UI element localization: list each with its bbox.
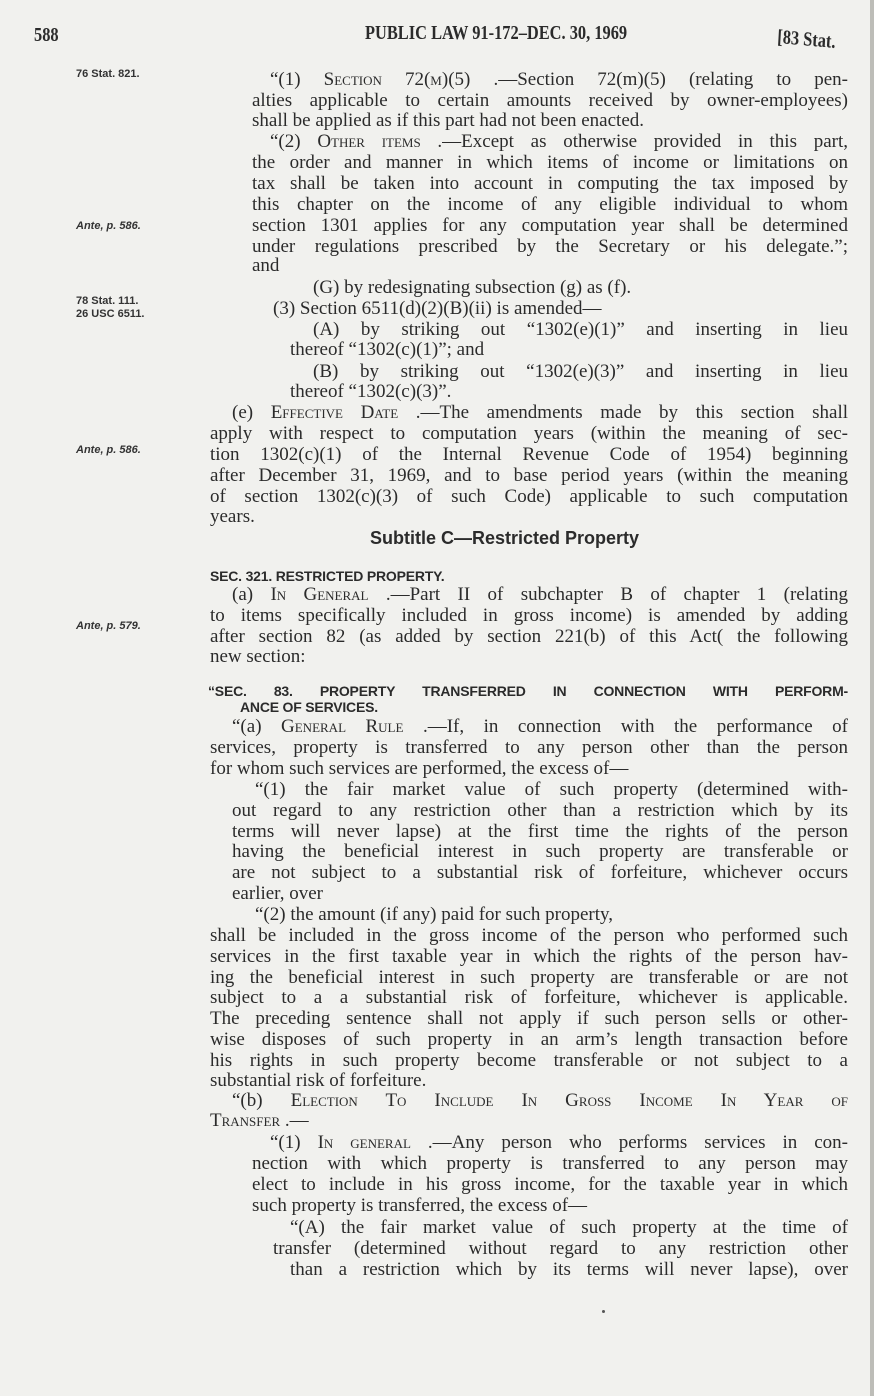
text-line <box>252 1154 848 1174</box>
line-text: the order and manner in which items of income or limitations on <box>252 152 848 173</box>
small-caps-heading: In General <box>270 584 369 605</box>
line-text: (A) by striking out “1302(e)(1)” and inserting in lieu <box>313 319 848 340</box>
page-title: PUBLIC LAW 91-172–DEC. 30, 1969 <box>365 22 628 44</box>
text-line <box>252 111 644 131</box>
margin-note: Ante, p. 586. <box>76 444 141 456</box>
text-line <box>210 627 848 647</box>
text-line <box>210 759 628 779</box>
line-text: tax shall be taken into account in computing the tax imposed by <box>252 173 848 194</box>
text-line <box>252 1175 848 1195</box>
line-text: “(A) the fair market value of such property at the time of <box>290 1217 848 1238</box>
text-line <box>210 738 848 758</box>
line-text: such property is transferred, the excess of— <box>252 1195 588 1216</box>
line-text: “(2) <box>270 131 318 152</box>
text-line <box>210 445 848 465</box>
text-line <box>210 947 848 967</box>
line-text: “(a) <box>232 716 282 737</box>
line-text: his rights in such property become transferable or not subject to a <box>210 1050 848 1071</box>
text-line <box>210 1030 848 1050</box>
line-text: shall be included in the gross income of the person who performed such <box>210 925 848 946</box>
text-line <box>210 926 848 946</box>
small-caps-heading: General Rule <box>281 716 404 737</box>
line-text: having the beneficial interest in such property are transferable or <box>232 841 848 862</box>
text-line <box>252 195 848 215</box>
line-text: ANCE OF SERVICES. <box>240 699 378 715</box>
line-text: The preceding sentence shall not apply if such person sells or other- <box>210 1008 848 1029</box>
text-line <box>273 1239 848 1259</box>
line-text: are not subject to a substantial risk of forfeiture, whichever occurs <box>232 862 848 883</box>
line-text: nection with which property is transferred to any person may <box>252 1153 848 1174</box>
line-text: years. <box>210 506 255 527</box>
margin-note: 78 Stat. 111. <box>76 295 139 307</box>
text-line <box>290 382 451 402</box>
line-text: SEC. 321. RESTRICTED PROPERTY. <box>210 568 445 584</box>
text-line <box>210 1051 848 1071</box>
line-text: after section 82 (as added by section 221(b) of this Act( the following <box>210 626 848 647</box>
text-line <box>270 70 848 90</box>
text-line <box>210 566 444 586</box>
text-line <box>210 968 848 988</box>
text-line <box>232 842 848 862</box>
line-text: .—Part II of subchapter B of chapter 1 (relating <box>385 584 848 605</box>
line-text: apply with respect to computation years (within the meaning of sec- <box>210 423 848 444</box>
text-line <box>232 1091 848 1111</box>
line-text: elect to include in his gross income, for the taxable year in which <box>252 1174 848 1195</box>
text-line <box>313 362 848 382</box>
small-caps-heading: In general <box>317 1132 411 1153</box>
text-line <box>210 606 848 626</box>
line-text: “(1) <box>270 1132 318 1153</box>
scan-speck <box>602 1310 605 1313</box>
line-text: new section: <box>210 646 306 667</box>
text-line <box>252 237 848 257</box>
text-line <box>270 132 848 152</box>
line-text: ing the beneficial interest in such property are transferable or are not <box>210 967 848 988</box>
text-line <box>210 487 848 507</box>
text-line <box>290 340 484 360</box>
line-text: services, property is transferred to any person other than the person <box>210 737 848 758</box>
line-text: .— <box>284 1110 309 1131</box>
margin-note: Ante, p. 579. <box>76 620 141 632</box>
line-text: for whom such services are performed, the excess of— <box>210 758 629 779</box>
text-line <box>252 91 848 111</box>
line-text: than a restriction which by its terms will never lapse), over <box>290 1259 848 1280</box>
line-text: .—The amendments made by this section shall <box>415 402 849 423</box>
text-line <box>240 697 378 717</box>
line-text: .—Except as otherwise provided in this part, <box>437 131 848 152</box>
text-line <box>210 507 255 527</box>
line-text: .—Any person who performs services in con- <box>427 1132 848 1153</box>
text-line <box>252 174 848 194</box>
text-line <box>290 1218 848 1238</box>
small-caps-heading: Section 72(m)(5) <box>323 69 471 90</box>
line-text: transfer (determined without regard to any restriction other <box>273 1238 848 1259</box>
text-line <box>232 822 848 842</box>
line-text: (B) by striking out “1302(e)(3)” and inserting in lieu <box>313 361 848 382</box>
line-text: of section 1302(c)(3) of such Code) applicable to such computation <box>210 486 848 507</box>
small-caps-heading: Transfer <box>210 1110 281 1131</box>
line-text: (3) Section 6511(d)(2)(B)(ii) is amended— <box>273 298 602 319</box>
line-text: wise disposes of such property in an arm’s length transaction before <box>210 1029 848 1050</box>
line-text: alties applicable to certain amounts received by owner-employees) <box>252 90 848 111</box>
line-text: after December 31, 1969, and to base period years (within the meaning <box>210 465 848 486</box>
small-caps-heading: Election To Include In Gross Income In Year of <box>290 1090 849 1111</box>
text-line <box>313 278 631 298</box>
margin-note: 26 USC 6511. <box>76 308 145 320</box>
text-line <box>313 320 848 340</box>
line-text: “SEC. 83. PROPERTY TRANSFERRED IN CONNECTION WITH PERFORM- <box>208 683 848 699</box>
text-line <box>210 1071 426 1091</box>
text-line <box>232 585 848 605</box>
text-line <box>255 905 613 925</box>
line-text: “(1) the fair market value of such property (determined with- <box>255 779 848 800</box>
line-text: substantial risk of forfeiture. <box>210 1070 427 1091</box>
line-text: under regulations prescribed by the Secretary or his delegate.”; <box>252 236 848 257</box>
text-line <box>370 528 639 548</box>
page-number: 588 <box>34 24 59 46</box>
line-text: to items specifically included in gross income) is amended by adding <box>210 605 848 626</box>
volume-reference: [83 Stat. <box>776 26 837 53</box>
line-text: thereof “1302(c)(1)”; and <box>290 339 485 360</box>
text-line <box>210 424 848 444</box>
line-text: Subtitle C—Restricted Property <box>370 528 640 548</box>
text-line <box>232 884 323 904</box>
text-line <box>255 780 848 800</box>
line-text: “(b) <box>232 1090 291 1111</box>
margin-note: 76 Stat. 821. <box>76 68 140 80</box>
page-edge <box>870 0 874 1396</box>
text-line <box>252 1196 587 1216</box>
text-line <box>290 1260 848 1280</box>
text-line <box>210 466 848 486</box>
line-text: shall be applied as if this part had not been enacted. <box>252 110 645 131</box>
line-text: (G) by redesignating subsection (g) as (f). <box>313 277 632 298</box>
line-text: (a) <box>232 584 271 605</box>
line-text: section 1301 applies for any computation year shall be determined <box>252 215 848 236</box>
text-line <box>252 216 848 236</box>
line-text: and <box>252 255 280 276</box>
text-line <box>232 863 848 883</box>
text-line <box>232 717 848 737</box>
small-caps-heading: Other items <box>317 131 421 152</box>
small-caps-heading: Effective Date <box>270 402 399 423</box>
line-text: .—If, in connection with the performance of <box>422 716 849 737</box>
text-line <box>210 988 848 1008</box>
margin-note: Ante, p. 586. <box>76 220 141 232</box>
text-line <box>273 299 602 319</box>
line-text: “(2) the amount (if any) paid for such property, <box>255 904 614 925</box>
text-line <box>252 256 279 276</box>
line-text: earlier, over <box>232 883 324 904</box>
line-text: thereof “1302(c)(3)”. <box>290 381 452 402</box>
line-text: tion 1302(c)(1) of the Internal Revenue Code of 1954) beginning <box>210 444 848 465</box>
text-line <box>210 647 306 667</box>
line-text: this chapter on the income of any eligible individual to whom <box>252 194 848 215</box>
line-text: “(1) <box>270 69 324 90</box>
line-text: terms will never lapse) at the first time the rights of the person <box>232 821 848 842</box>
line-text: subject to a a substantial risk of forfeiture, whichever is applicable. <box>210 987 848 1008</box>
line-text: out regard to any restriction other than a restriction which by its <box>232 800 848 821</box>
line-text: (e) <box>232 402 271 423</box>
text-line <box>210 1111 309 1131</box>
text-line <box>270 1133 848 1153</box>
text-line <box>210 1009 848 1029</box>
text-line <box>252 153 848 173</box>
line-text: .—Section 72(m)(5) (relating to pen- <box>493 69 849 90</box>
line-text: services in the first taxable year in which the rights of the person hav- <box>210 946 848 967</box>
text-line <box>232 801 848 821</box>
text-line <box>232 403 848 423</box>
